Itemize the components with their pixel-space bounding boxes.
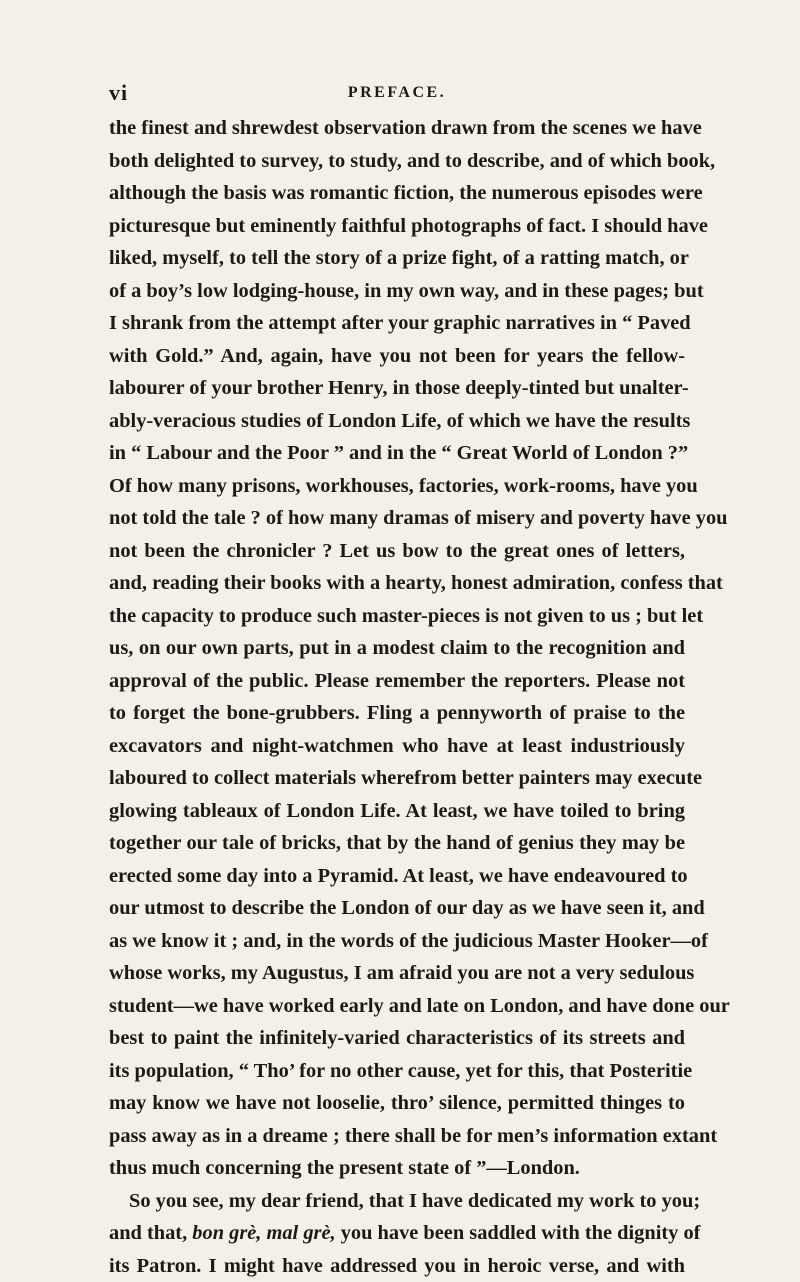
text-line: together our tale of bricks, that by the hand of genius they may be <box>109 827 685 860</box>
page-number: vi <box>109 80 128 106</box>
page-header <box>109 80 685 110</box>
text-line: our utmost to describe the London of our day as we have seen it, and <box>109 892 685 925</box>
text-line: Of how many prisons, workhouses, factories, work-rooms, have you <box>109 470 685 503</box>
text-line: excavators and night-watchmen who have at least industriously <box>109 730 685 763</box>
text-line: us, on our own parts, put in a modest claim to the recognition and <box>109 632 685 665</box>
body-text <box>109 112 685 1282</box>
text-line: and, reading their books with a hearty, honest admiration, confess that <box>109 567 685 600</box>
text-line: I shrank from the attempt after your graphic narratives in “ Paved <box>109 307 685 340</box>
text-line: as we know it ; and, in the words of the judicious Master Hooker—of <box>109 925 685 958</box>
text-line: student—we have worked early and late on London, and have done our <box>109 990 685 1023</box>
paragraph <box>109 112 685 1185</box>
text-line: to forget the bone-grubbers. Fling a pennyworth of praise to the <box>109 697 685 730</box>
italic-phrase: bon grè, mal grè, <box>192 1222 335 1244</box>
text-line: not told the tale ? of how many dramas of misery and poverty have you <box>109 502 685 535</box>
text-line: both delighted to survey, to study, and to describe, and of which book, <box>109 145 685 178</box>
text-line: best to paint the infinitely-varied characteristics of its streets and <box>109 1022 685 1055</box>
text-line: whose works, my Augustus, I am afraid you are not a very sedulous <box>109 957 685 990</box>
text-line: its Patron. I might have addressed you in heroic verse, and with <box>109 1250 685 1282</box>
text-line: labourer of your brother Henry, in those deeply-tinted but unalter- <box>109 372 685 405</box>
text-line: although the basis was romantic fiction, the numerous episodes were <box>109 177 685 210</box>
text-line: in “ Labour and the Poor ” and in the “ Great World of London ?” <box>109 437 685 470</box>
text-segment: and that, <box>109 1222 192 1244</box>
text-line: with Gold.” And, again, have you not been for years the fellow- <box>109 340 685 373</box>
text-line: of a boy’s low lodging-house, in my own way, and in these pages; but <box>109 275 685 308</box>
text-line: erected some day into a Pyramid. At least, we have endeavoured to <box>109 860 685 893</box>
text-line: the capacity to produce such master-pieces is not given to us ; but let <box>109 600 685 633</box>
text-line: ably-veracious studies of London Life, of which we have the results <box>109 405 685 438</box>
text-segment: you have been saddled with the dignity of <box>336 1222 701 1244</box>
text-line: glowing tableaux of London Life. At least, we have toiled to bring <box>109 795 685 828</box>
text-line: the finest and shrewdest observation drawn from the scenes we have <box>109 112 685 145</box>
text-line: its population, “ Tho’ for no other cause, yet for this, that Posteritie <box>109 1055 685 1088</box>
text-line: So you see, my dear friend, that I have dedicated my work to you; <box>109 1185 685 1218</box>
text-line: liked, myself, to tell the story of a prize fight, of a ratting match, or <box>109 242 685 275</box>
text-line: pass away as in a dreame ; there shall be for men’s information extant <box>109 1120 685 1153</box>
text-line <box>109 1217 685 1250</box>
text-line: picturesque but eminently faithful photographs of fact. I should have <box>109 210 685 243</box>
running-head: PREFACE. <box>109 84 685 102</box>
text-line: may know we have not looselie, thro’ silence, permitted thinges to <box>109 1087 685 1120</box>
text-line: laboured to collect materials wherefrom better painters may execute <box>109 762 685 795</box>
paragraph <box>109 1185 685 1282</box>
text-line: thus much concerning the present state of ”—London. <box>109 1152 685 1185</box>
text-line: approval of the public. Please remember the reporters. Please not <box>109 665 685 698</box>
text-line: not been the chronicler ? Let us bow to the great ones of letters, <box>109 535 685 568</box>
